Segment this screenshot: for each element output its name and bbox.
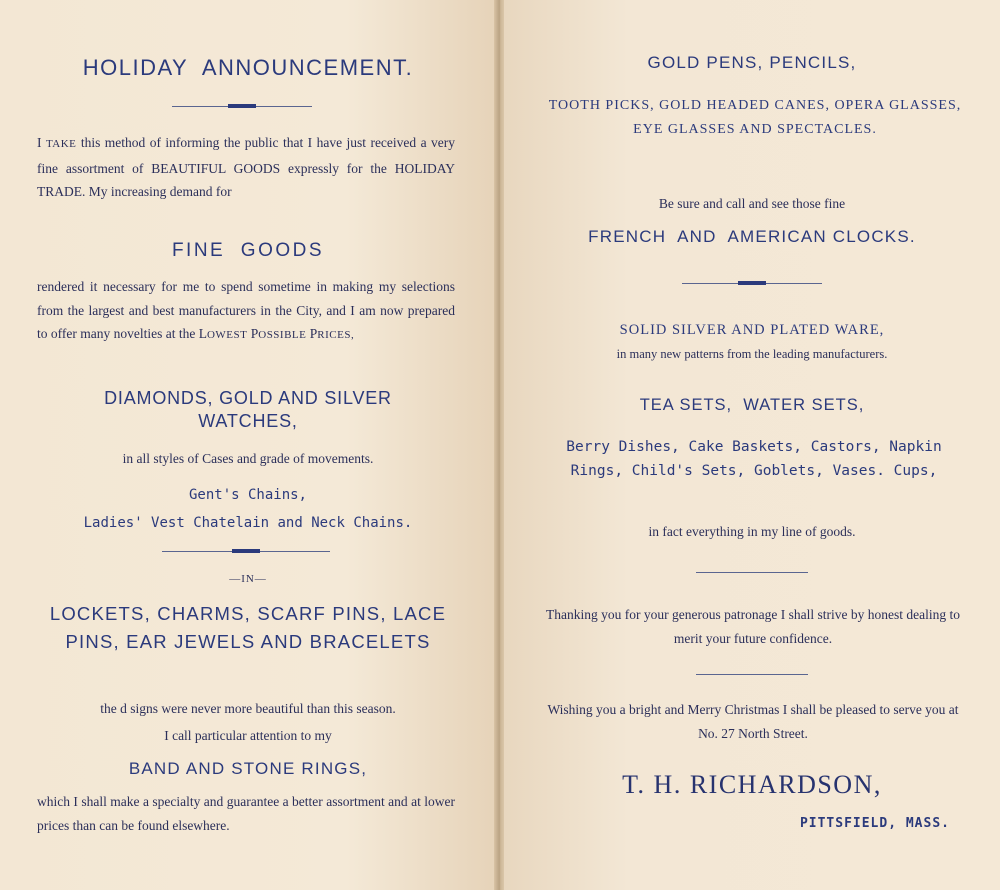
berry-dishes-list: Berry Dishes, Cake Baskets, Castors, Napkin Rings, Child's Sets, Goblets, Vases. Cups,	[566, 439, 942, 479]
be-sure-line: Be sure and call and see those fine	[658, 196, 846, 211]
clocks-heading: FRENCH AND AMERICAN CLOCKS.	[588, 227, 916, 246]
designs-line: the d signs were never more beautiful than this season.	[100, 701, 396, 716]
ornament-divider	[172, 105, 312, 108]
tooth-picks-list: TOOTH PICKS, GOLD HEADED CANES, OPERA GLASSES, EYE GLASSES AND SPECTACLES.	[548, 98, 962, 137]
ornament-divider-3	[682, 282, 822, 285]
ladies-chains: Ladies' Vest Chatelain and Neck Chains.	[83, 515, 413, 531]
wishing-paragraph: Wishing you a bright and Merry Christmas I shall be pleased to serve you at No. 27 North Street.	[547, 702, 959, 741]
fine-goods-heading: FINE GOODS	[171, 240, 325, 261]
cases-line: in all styles of Cases and grade of movements.	[122, 451, 374, 466]
in-fact-line: in fact everything in my line of goods.	[648, 524, 856, 539]
attention-line: I call particular attention to my	[164, 728, 332, 743]
patterns-line: in many new patterns from the leading manufacturers.	[616, 347, 888, 361]
signature-name: T. H. RICHARDSON,	[622, 770, 882, 799]
rings-heading: BAND AND STONE RINGS,	[128, 759, 368, 778]
left-page	[0, 0, 496, 890]
specialty-paragraph: which I shall make a specialty and guarantee a better assortment and at lower prices than can be found elsewhere.	[37, 794, 455, 833]
ornament-divider-2	[162, 550, 330, 553]
lowest-possible-prices: LOWEST POSSIBLE PRICES,	[198, 326, 355, 341]
lockets-heading: LOCKETS, CHARMS, SCARF PINS, LACE PINS, EAR JEWELS AND BRACELETS	[49, 603, 447, 652]
selection-paragraph: rendered it necessary for me to spend sometime in making my selections from the largest and best manufacturers in the City, and I am now prepared to offer many novelties at the LOWEST POSSIBLE PRICES,	[37, 279, 455, 341]
gold-pens-heading: GOLD PENS, PENCILS,	[647, 53, 857, 72]
thanking-paragraph: Thanking you for your generous patronage I shall strive by honest dealing to merit your future confidence.	[546, 607, 960, 646]
intro-paragraph: I TAKE this method of informing the public that I have just received a very fine assortment of BEAUTIFUL GOODS expressly for the HOLIDAY TRADE. My increasing demand for	[37, 135, 456, 199]
in-label: —IN—	[229, 573, 267, 585]
short-rule-2	[696, 674, 808, 675]
diamonds-heading: DIAMONDS, GOLD AND SILVER WATCHES,	[104, 388, 392, 431]
signature-location: PITTSFIELD, MASS.	[799, 816, 950, 831]
gents-chains: Gent's Chains,	[188, 487, 307, 503]
tea-sets-heading: TEA SETS, WATER SETS,	[639, 396, 865, 414]
silver-ware-heading: SOLID SILVER AND PLATED WARE,	[619, 322, 885, 338]
announcement-heading: HOLIDAY ANNOUNCEMENT.	[82, 55, 414, 80]
short-rule-1	[696, 572, 808, 573]
right-page	[504, 0, 1000, 890]
